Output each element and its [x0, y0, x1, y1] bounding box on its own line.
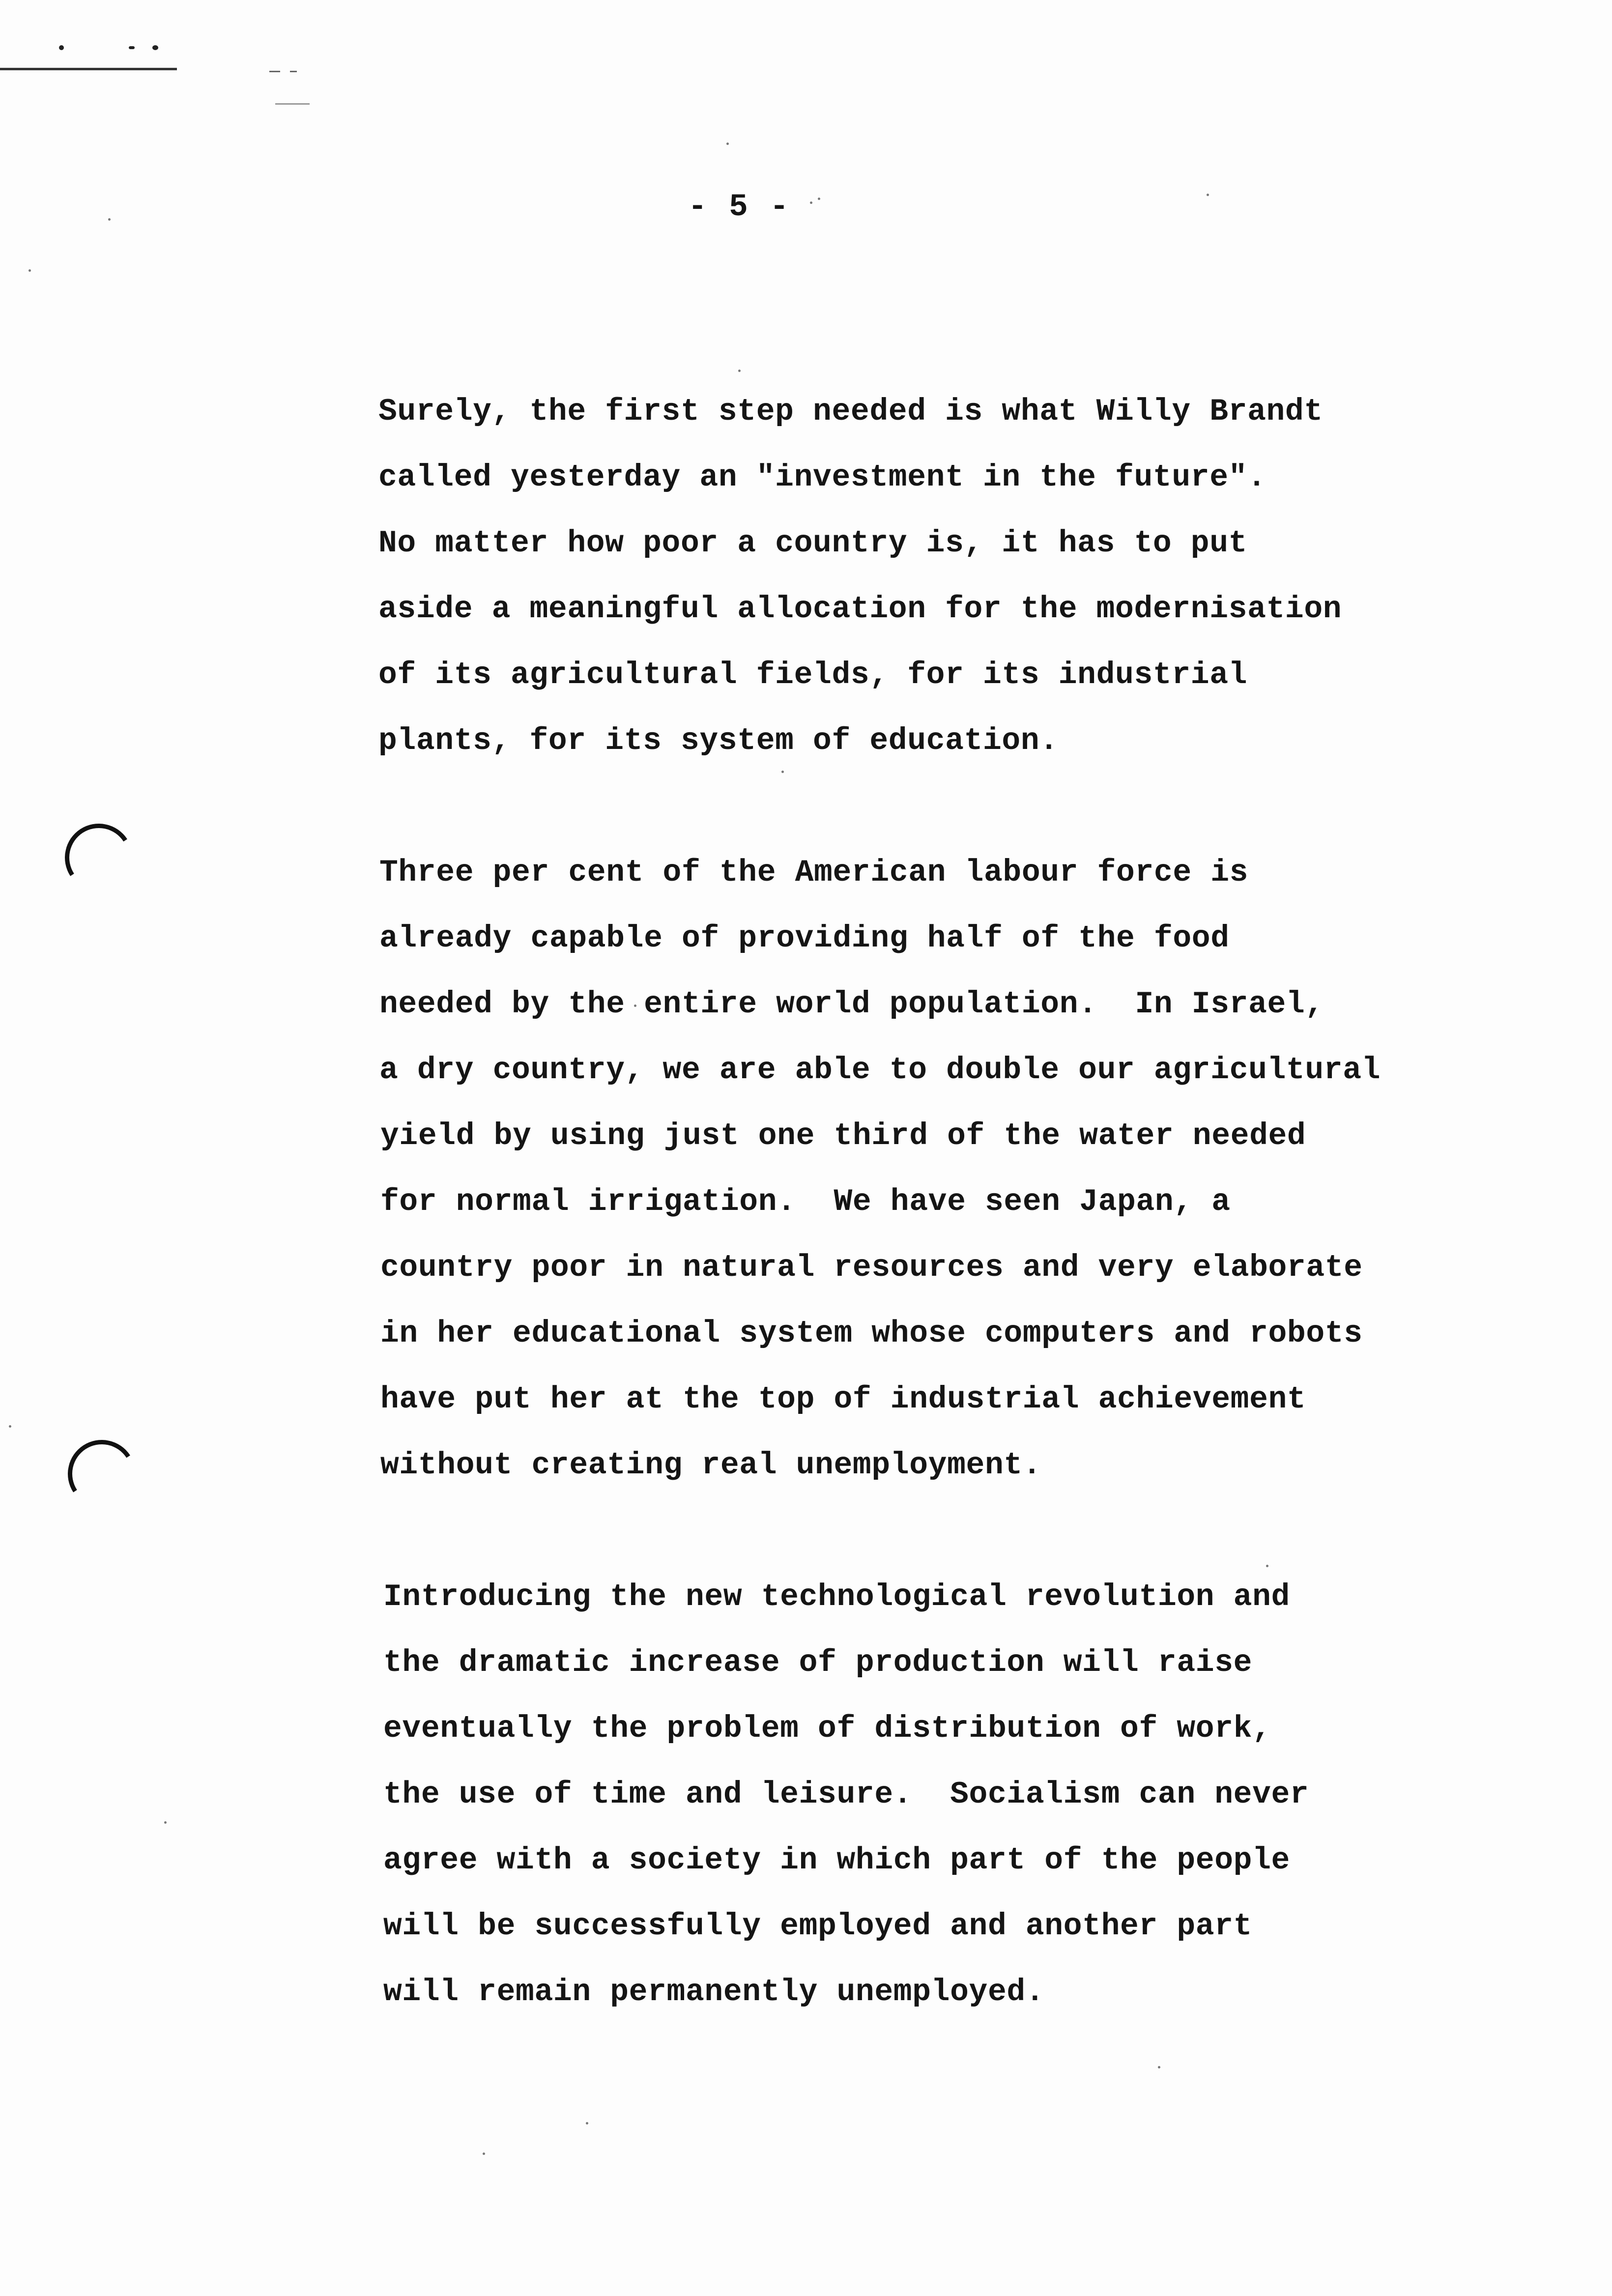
- scan-artifact-dot: [152, 45, 158, 50]
- text-line: agree with a society in which part of the people: [383, 1843, 1290, 1878]
- text-line: have put her at the top of industrial achievement: [380, 1382, 1306, 1417]
- scan-artifact-dash: [275, 103, 310, 105]
- scan-speck: [781, 771, 784, 773]
- text-line: aside a meaningful allocation for the modernisation: [378, 592, 1342, 627]
- text-line: called yesterday an "investment in the future".: [378, 460, 1267, 495]
- scan-speck: [1158, 2066, 1160, 2068]
- hole-punch-mark: [58, 817, 139, 898]
- scan-artifact-dot: [129, 46, 135, 49]
- scan-speck: [164, 1821, 167, 1824]
- text-line: Three per cent of the American labour force is: [379, 855, 1249, 890]
- scan-speck: [1207, 194, 1209, 196]
- text-line: plants, for its system of education.: [378, 723, 1059, 758]
- scan-speck: [586, 2122, 588, 2124]
- hole-punch-mark: [61, 1434, 142, 1514]
- text-line: for normal irrigation. We have seen Japan, a: [380, 1184, 1231, 1219]
- scan-speck: [1266, 1565, 1268, 1567]
- scan-artifact-line: [0, 68, 177, 70]
- text-line: the use of time and leisure. Socialism can never: [383, 1777, 1309, 1812]
- scan-artifact-dash: [269, 71, 280, 72]
- scan-speck: [726, 143, 729, 145]
- scan-speck: [483, 2152, 485, 2155]
- text-line: a dry country, we are able to double our agricultural: [379, 1053, 1381, 1088]
- scan-artifact-dot: [59, 45, 64, 50]
- text-line: country poor in natural resources and very elaborate: [380, 1250, 1363, 1285]
- text-line: yield by using just one third of the water needed: [380, 1119, 1306, 1153]
- scan-speck: [810, 201, 812, 204]
- text-line: will remain permanently unemployed.: [383, 1975, 1045, 2009]
- text-line: without creating real unemployment.: [380, 1448, 1042, 1483]
- text-line: Surely, the first step needed is what Willy Brandt: [378, 394, 1323, 429]
- scan-speck: [29, 269, 31, 272]
- text-line: eventually the problem of distribution of work,: [383, 1711, 1271, 1746]
- text-line: the dramatic increase of production will raise: [383, 1645, 1253, 1680]
- text-line: already capable of providing half of the food: [379, 921, 1230, 956]
- text-line: needed by the entire world population. In Israel,: [379, 987, 1324, 1022]
- scan-speck: [738, 370, 741, 372]
- text-line: No matter how poor a country is, it has to put: [378, 526, 1248, 561]
- text-line: will be successfully employed and another part: [383, 1909, 1253, 1944]
- page-number: - 5 -: [688, 190, 791, 225]
- text-line: in her educational system whose computers and robots: [380, 1316, 1363, 1351]
- scan-speck: [9, 1425, 11, 1428]
- scan-speck: [108, 218, 111, 221]
- scan-artifact-dash: [290, 71, 297, 72]
- text-line: of its agricultural fields, for its industrial: [378, 658, 1248, 692]
- scan-speck: [818, 198, 820, 200]
- text-line: Introducing the new technological revolution and: [383, 1579, 1290, 1614]
